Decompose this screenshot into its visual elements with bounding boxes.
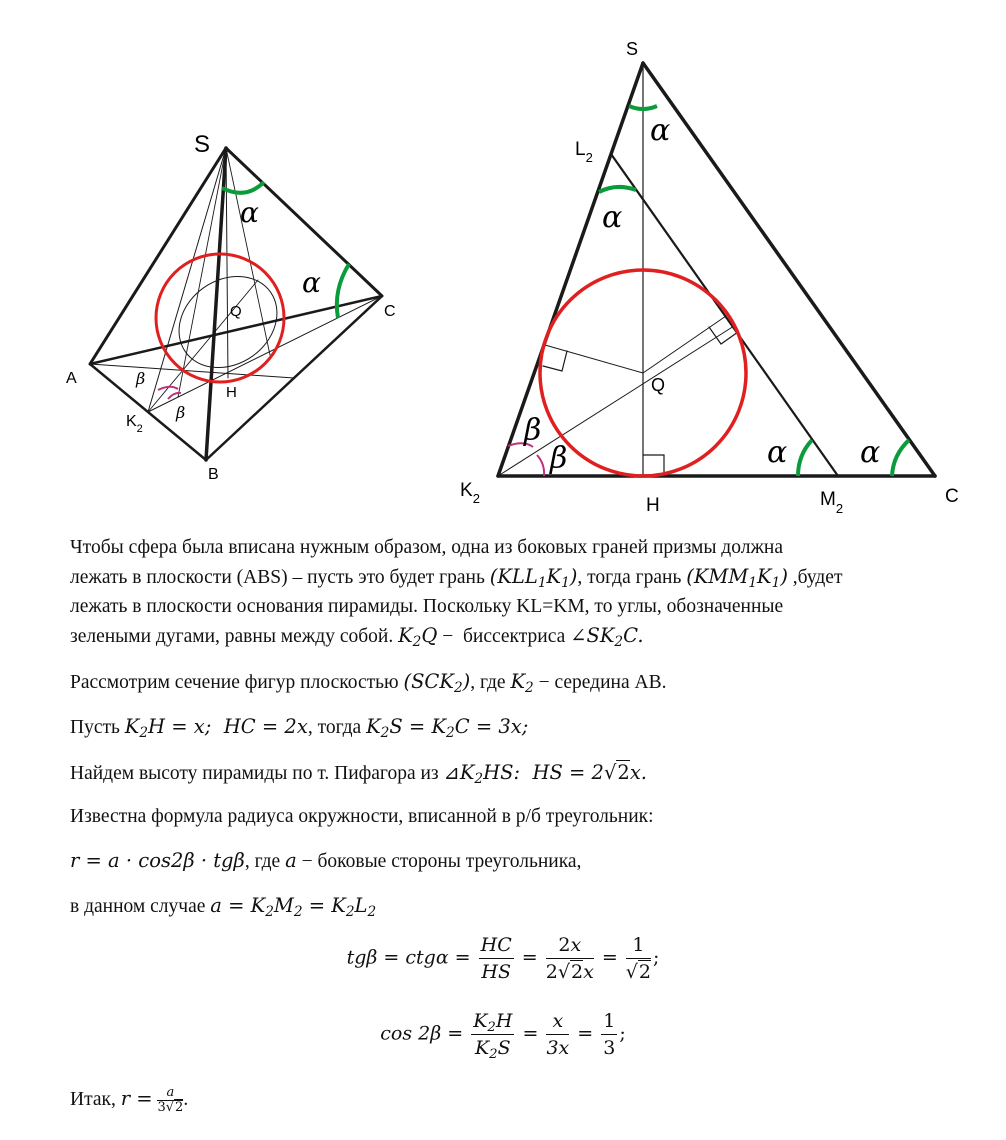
side-SK2 — [498, 63, 643, 476]
geometry-figures — [0, 0, 1006, 520]
height-SH — [226, 148, 228, 378]
p1-line-2: лежать в плоскости (ABS) – пусть это будет грань $(KLL_1K_1)$, тогда грань $(KMM_1K_1)$ ,будет — [70, 565, 843, 592]
alpha-left-2: α — [302, 266, 321, 299]
side-SC — [643, 63, 935, 476]
formula-cos: cos 2β = $\frac{K_2H}{K_2S}$ = $\frac{x}{3x}$ = $\frac{1}{3}$ ; — [380, 1010, 626, 1062]
p1-line-1: Чтобы сфера была вписана нужным образом, одна из боковых граней призмы должна — [70, 537, 784, 558]
sphere-circle-left — [156, 254, 284, 382]
formula-tg: tgβ = ctgα = $\frac{HC}{HS}$ = $\frac{2x}{2√2x}$ = $\frac{1}{√2}$ ; — [346, 934, 660, 983]
radius-to-L2M2 — [643, 316, 726, 373]
label-B-left: B — [208, 466, 219, 483]
bisector-K2Q — [498, 326, 734, 476]
beta-right-lower: β — [550, 441, 568, 476]
label-K2-left: $K_2$ — [126, 413, 143, 435]
p1-line-4: зелеными дугами, равны между собой. $K_2Q$ − биссектриса $\angle SK_2C$. — [70, 624, 644, 651]
label-A-left: A — [66, 370, 77, 387]
label-S-right: S — [626, 39, 639, 59]
label-H-left: H — [226, 384, 237, 401]
paragraph-4: Найдем высоту пирамиды по т. Пифагора из $⊿K_2HS$: HS = 2√2x. — [70, 761, 648, 788]
alpha-right-L2: α — [602, 200, 623, 235]
label-Q-right: Q — [651, 375, 666, 395]
label-C-right: C — [945, 486, 959, 507]
label-H-right: H — [646, 495, 660, 516]
beta-left-2: β — [176, 403, 186, 422]
alpha-arc-L2 — [599, 187, 636, 192]
paragraph-2: Рассмотрим сечение фигур плоскостью $(SCK_2)$, где $K_2$ − середина AB. — [70, 670, 667, 697]
paragraph-7: в данном случае $a = K_2M_2 = K_2L_2$ — [70, 894, 377, 921]
thin-line-2 — [226, 148, 270, 355]
paragraph-5: Известна формула радиуса окружности, вписанной в р/б треугольник: — [70, 806, 654, 827]
right-angle-tangent-left — [543, 351, 567, 371]
alpha-right-M2: α — [767, 435, 788, 470]
label-S-left: S — [194, 131, 211, 158]
edge-SB — [206, 148, 226, 460]
label-Q-left: Q — [230, 303, 242, 320]
paragraph-6: r = a · cos2β · tgβ, где a − боковые стороны треугольника, — [70, 849, 582, 872]
alpha-arc-M2 — [798, 440, 812, 476]
prism-face-L2M2 — [611, 154, 838, 476]
alpha-arc-apex-left — [222, 182, 264, 193]
beta-right-upper: β — [524, 413, 542, 448]
beta-arc-left-2 — [168, 393, 181, 399]
beta-left-1: β — [136, 369, 146, 388]
alpha-arc-C-left — [337, 264, 349, 318]
paragraph-3: Пусть $K_2H = x$; HC = 2x, тогда $K_2S = K_2C = 3x$; — [70, 715, 529, 742]
paragraph-conclusion: Итак, r = $\frac{a}{3√2}$ . — [70, 1085, 189, 1116]
radius-to-SK2 — [545, 345, 643, 373]
label-C-left: C — [384, 303, 396, 320]
label-K2-right: $K_2$ — [460, 480, 480, 506]
alpha-arc-C — [892, 440, 909, 476]
beta-arc-right-lower — [537, 455, 544, 476]
label-L2: $L_2$ — [575, 139, 593, 165]
paragraph-1 — [70, 533, 970, 651]
section-figure — [498, 63, 935, 476]
alpha-right-apex: α — [650, 113, 671, 148]
label-M2: $M_2$ — [820, 489, 844, 516]
alpha-left-1: α — [240, 196, 259, 229]
p1-line-3: лежать в плоскости основания пирамиды. Поскольку KL=KM, то углы, обозначенные — [70, 596, 784, 617]
alpha-right-C: α — [860, 435, 881, 470]
